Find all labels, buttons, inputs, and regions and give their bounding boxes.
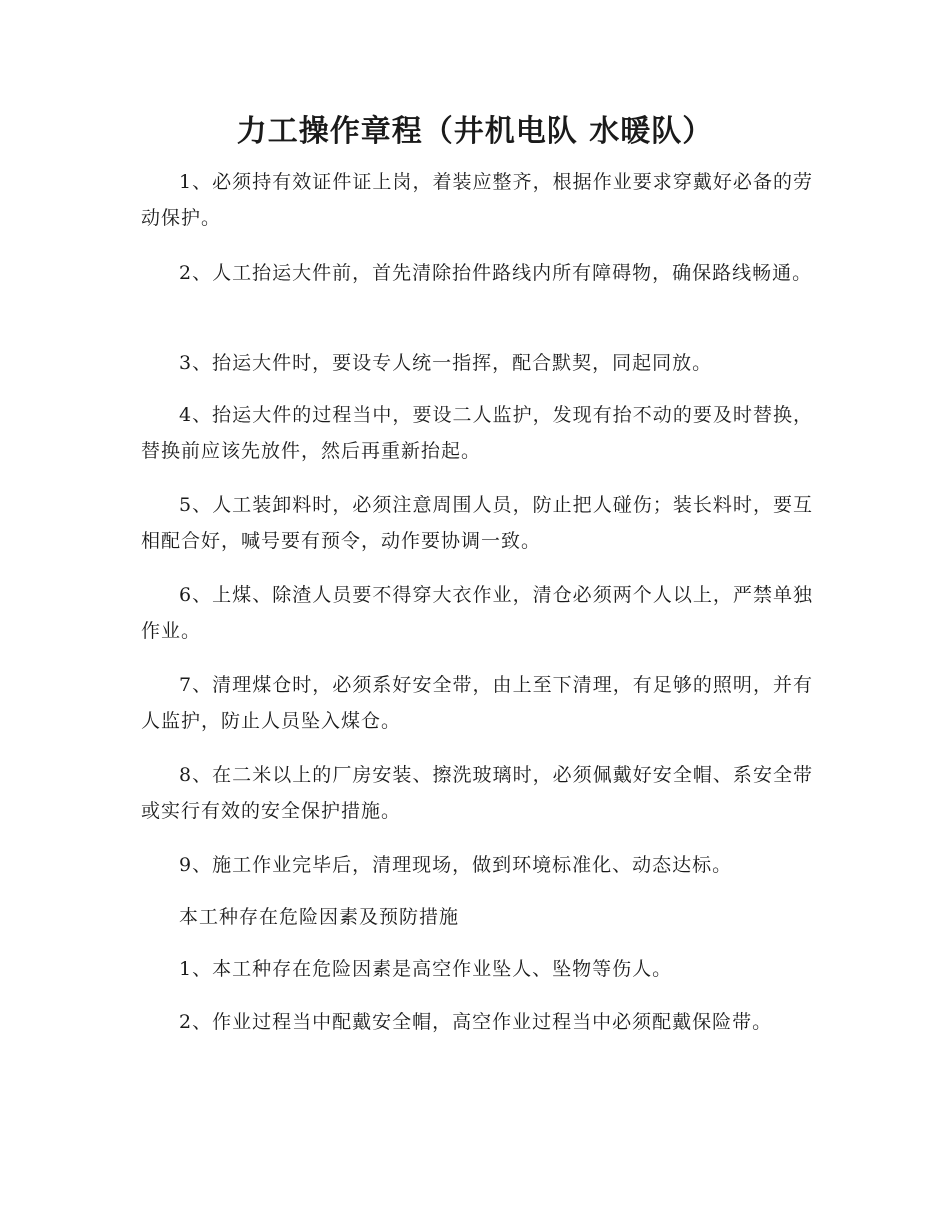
rule-item-2: 2、人工抬运大件前，首先清除抬件路线内所有障碍物，确保路线畅通。 <box>179 262 813 284</box>
rule-item-4: 4、抬运大件的过程当中，要设二人监护，发现有抬不动的要及时替换，替换前应该先放件，然后再重新抬起。 <box>141 404 813 462</box>
hazard-section-heading: 本工种存在危险因素及预防措施 <box>179 906 460 928</box>
rule-item-8: 8、在二米以上的厂房安装、擦洗玻璃时，必须佩戴好安全帽、系安全带或实行有效的安全保护措施。 <box>141 764 813 822</box>
rule-item-7: 7、清理煤仓时，必须系好安全带，由上至下清理，有足够的照明，并有人监护，防止人员坠入煤仓。 <box>141 674 813 732</box>
hazard-item-2: 2、作业过程当中配戴安全帽，高空作业过程当中必须配戴保险带。 <box>179 1011 773 1033</box>
rule-item-6: 6、上煤、除渣人员要不得穿大衣作业，清仓必须两个人以上，严禁单独作业。 <box>141 584 813 642</box>
rule-item-1: 1、必须持有效证件证上岗，着装应整齐，根据作业要求穿戴好必备的劳动保护。 <box>141 171 813 229</box>
rule-item-5: 5、人工装卸料时，必须注意周围人员，防止把人碰伤；装长料时，要互相配合好，喊号要有预令，动作要协调一致。 <box>141 494 813 552</box>
page-title: 力工操作章程（井机电队 水暖队） <box>236 114 714 149</box>
hazard-item-1: 1、本工种存在危险因素是高空作业坠人、坠物等伤人。 <box>179 958 673 980</box>
rule-item-9: 9、施工作业完毕后，清理现场，做到环境标准化、动态达标。 <box>179 854 733 876</box>
rule-item-3: 3、抬运大件时，要设专人统一指挥，配合默契，同起同放。 <box>179 352 713 374</box>
